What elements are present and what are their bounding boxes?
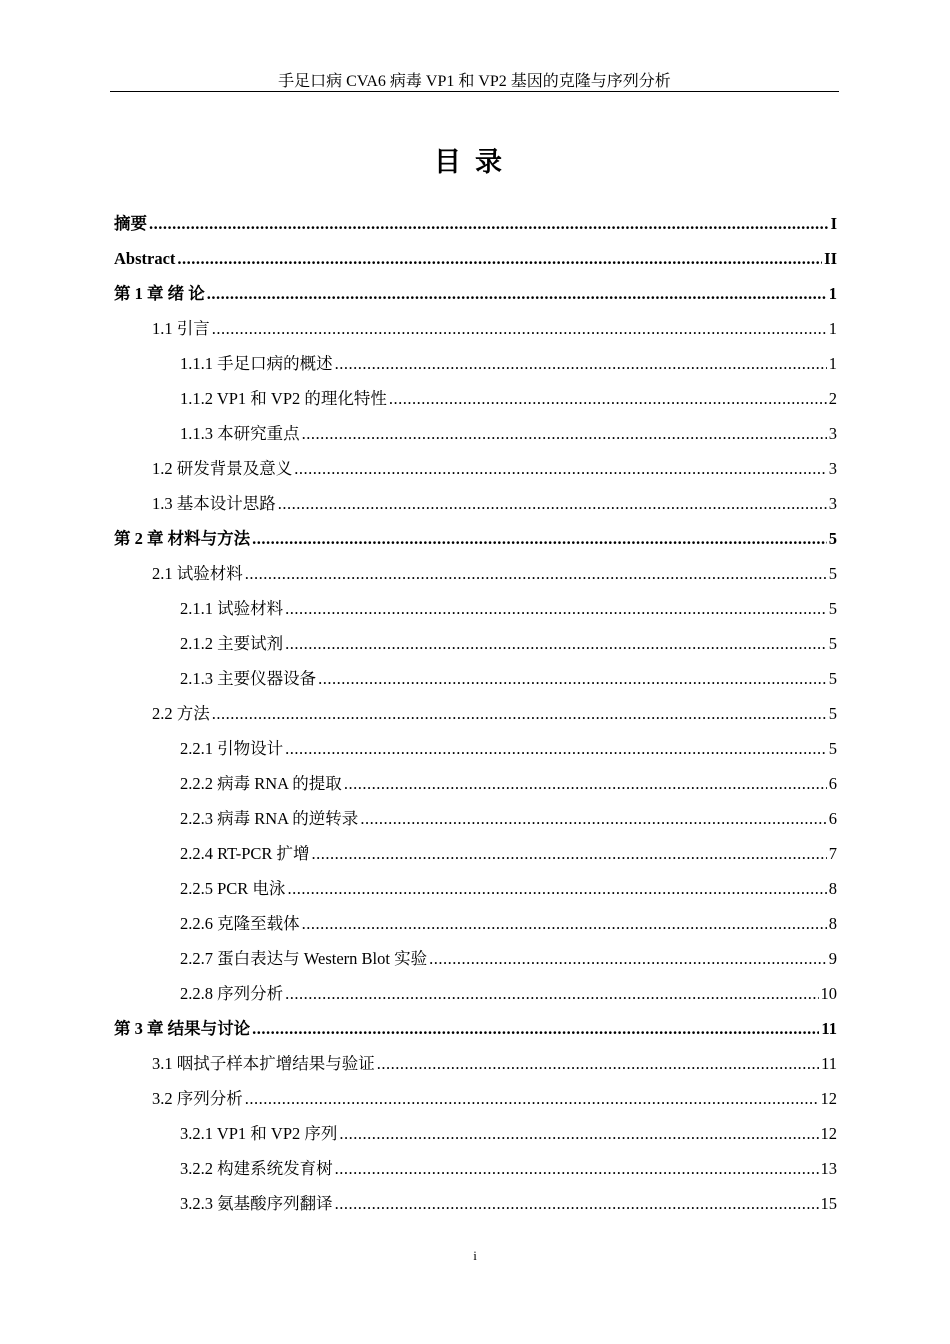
toc-entry-page: 3	[828, 494, 837, 513]
dot-leader	[335, 1155, 819, 1182]
toc-entry-page: 13	[820, 1159, 837, 1178]
toc-entry[interactable]	[114, 910, 837, 945]
toc-entry-page: 11	[821, 1054, 837, 1073]
dot-leader	[377, 1050, 819, 1077]
dot-leader	[285, 735, 827, 762]
toc-entry-title: 1.3 基本设计思路	[152, 494, 276, 513]
page-title: 目录	[434, 147, 516, 178]
dot-leader	[278, 490, 827, 517]
toc-entry-title: 2.2.8 序列分析	[180, 984, 284, 1003]
toc-entry-page: 8	[828, 914, 837, 933]
toc-entry-page: 3	[828, 459, 837, 478]
dot-leader	[312, 840, 827, 867]
toc-entry-page: 5	[828, 634, 837, 653]
toc-entry[interactable]	[114, 945, 837, 980]
toc-entry[interactable]	[114, 735, 837, 770]
toc-entry-title: 3.2.1 VP1 和 VP2 序列	[180, 1124, 338, 1143]
toc-entry-page: 5	[828, 599, 837, 618]
toc-entry-page: 6	[828, 809, 837, 828]
toc-entry[interactable]	[114, 245, 837, 280]
dot-leader	[285, 630, 827, 657]
toc-entry[interactable]	[114, 560, 837, 595]
toc-entry[interactable]	[114, 1015, 837, 1050]
toc-entry-title: 3.2 序列分析	[152, 1089, 243, 1108]
toc-entry[interactable]	[114, 1120, 837, 1155]
toc-entry[interactable]	[114, 630, 837, 665]
dot-leader	[285, 980, 818, 1007]
toc-entry[interactable]	[114, 770, 837, 805]
toc-entry-title: 2.2.6 克隆至载体	[180, 914, 300, 933]
toc-entry-page: 12	[820, 1089, 837, 1108]
toc-entry[interactable]	[114, 455, 837, 490]
toc-entry-page: 1	[828, 354, 837, 373]
toc-entry-title: 2.1.3 主要仪器设备	[180, 669, 317, 688]
toc-entry-title: 2.2.2 病毒 RNA 的提取	[180, 774, 342, 793]
dot-leader	[245, 1085, 819, 1112]
toc-entry[interactable]	[114, 385, 837, 420]
toc-entry[interactable]	[114, 350, 837, 385]
toc-entry-page: 1	[828, 319, 837, 338]
toc-entry-title: Abstract	[114, 249, 176, 268]
dot-leader	[429, 945, 827, 972]
toc-entry-page: 5	[828, 529, 837, 548]
dot-leader	[294, 455, 827, 482]
toc-entry[interactable]	[114, 805, 837, 840]
toc-entry[interactable]	[114, 420, 837, 455]
toc-entry-title: 2.1.2 主要试剂	[180, 634, 284, 653]
toc-entry-page: 8	[828, 879, 837, 898]
toc-entry-page: I	[830, 214, 837, 233]
dot-leader	[245, 560, 827, 587]
toc-entry-title: 第 1 章 绪 论	[114, 284, 205, 303]
toc-entry[interactable]	[114, 1050, 837, 1085]
dot-leader	[335, 1190, 819, 1217]
toc-entry-title: 1.1.1 手足口病的概述	[180, 354, 333, 373]
toc-entry[interactable]	[114, 1085, 837, 1120]
toc-entry-page: 5	[828, 669, 837, 688]
toc-entry-title: 3.2.3 氨基酸序列翻译	[180, 1194, 333, 1213]
dot-leader	[302, 420, 827, 447]
toc-entry[interactable]	[114, 840, 837, 875]
dot-leader	[318, 665, 827, 692]
toc-entry-page: 3	[828, 424, 837, 443]
toc-entry-page: 9	[828, 949, 837, 968]
toc-entry-title: 2.2.3 病毒 RNA 的逆转录	[180, 809, 359, 828]
dot-leader	[177, 245, 822, 272]
toc-entry[interactable]	[114, 490, 837, 525]
toc-entry-title: 2.2.5 PCR 电泳	[180, 879, 286, 898]
toc-entry-title: 第 3 章 结果与讨论	[114, 1019, 251, 1038]
toc-entry[interactable]	[114, 315, 837, 350]
toc-entry-page: 5	[828, 564, 837, 583]
toc-entry-title: 3.1 咽拭子样本扩增结果与验证	[152, 1054, 375, 1073]
dot-leader	[287, 875, 826, 902]
toc-entry-title: 2.2.4 RT-PCR 扩增	[180, 844, 310, 863]
toc-entry-title: 摘要	[114, 214, 147, 233]
dot-leader	[335, 350, 827, 377]
toc-entry-title: 1.1.3 本研究重点	[180, 424, 300, 443]
dot-leader	[212, 700, 827, 727]
toc-entry[interactable]	[114, 1155, 837, 1190]
dot-leader	[207, 280, 827, 307]
toc-entry-page: 6	[828, 774, 837, 793]
page-number: i	[473, 1248, 477, 1263]
dot-leader	[389, 385, 827, 412]
header-rule	[110, 91, 839, 92]
toc-entry-title: 1.2 研发背景及意义	[152, 459, 293, 478]
toc-entry-page: 10	[820, 984, 837, 1003]
toc-entry[interactable]	[114, 980, 837, 1015]
dot-leader	[344, 770, 827, 797]
toc-entry-title: 2.2 方法	[152, 704, 210, 723]
toc-entry-title: 1.1.2 VP1 和 VP2 的理化特性	[180, 389, 387, 408]
toc-entry-title: 2.1.1 试验材料	[180, 599, 284, 618]
dot-leader	[339, 1120, 818, 1147]
toc-entry[interactable]	[114, 1190, 837, 1225]
toc-entry[interactable]	[114, 280, 837, 315]
toc-entry-title: 1.1 引言	[152, 319, 210, 338]
toc-entry[interactable]	[114, 595, 837, 630]
toc-entry-page: 5	[828, 739, 837, 758]
toc-entry-title: 2.2.7 蛋白表达与 Western Blot 实验	[180, 949, 428, 968]
dot-leader	[302, 910, 827, 937]
toc-entry-page: 15	[820, 1194, 837, 1213]
toc-entry-page: 2	[828, 389, 837, 408]
toc-entry[interactable]	[114, 210, 837, 245]
dot-leader	[285, 595, 827, 622]
toc-entry-title: 2.1 试验材料	[152, 564, 243, 583]
toc-entry[interactable]	[114, 665, 837, 700]
dot-leader	[252, 525, 827, 552]
dot-leader	[212, 315, 827, 342]
toc-entry-page: 11	[821, 1019, 837, 1038]
toc-entry[interactable]	[114, 525, 837, 560]
dot-leader	[360, 805, 826, 832]
toc-entry-page: II	[824, 249, 837, 268]
table-of-contents	[114, 210, 837, 1225]
toc-entry-title: 3.2.2 构建系统发育树	[180, 1159, 333, 1178]
toc-entry-title: 第 2 章 材料与方法	[114, 529, 251, 548]
toc-entry-page: 1	[828, 284, 837, 303]
running-header: 手足口病 CVA6 病毒 VP1 和 VP2 基因的克隆与序列分析	[278, 73, 671, 90]
toc-entry-page: 12	[820, 1124, 837, 1143]
toc-entry-title: 2.2.1 引物设计	[180, 739, 284, 758]
dot-leader	[252, 1015, 819, 1042]
toc-entry-page: 7	[828, 844, 837, 863]
toc-entry-page: 5	[828, 704, 837, 723]
toc-entry[interactable]	[114, 875, 837, 910]
dot-leader	[149, 210, 829, 237]
toc-entry[interactable]	[114, 700, 837, 735]
